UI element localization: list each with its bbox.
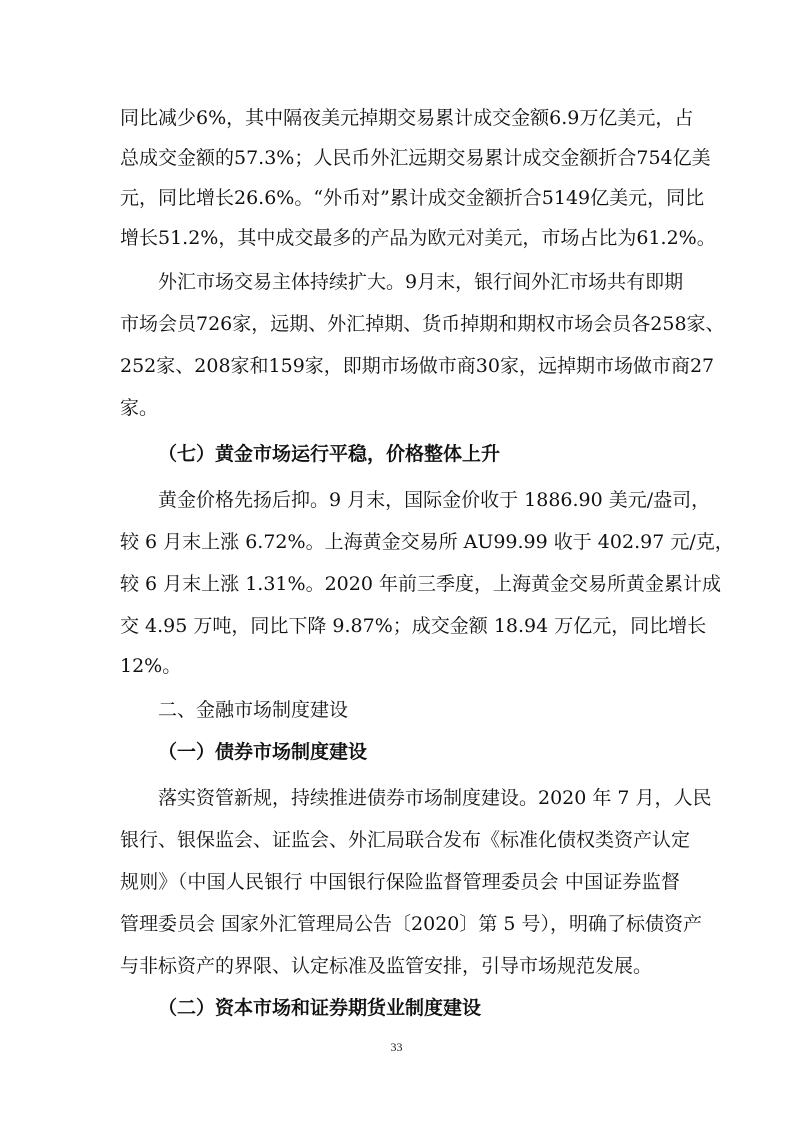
paragraph-line: 落实资管新规，持续推进债券市场制度建设。2020 年 7 月，人民	[158, 787, 712, 809]
paragraph-line: 与非标资产的界限、认定标准及监管安排，引导市场规范发展。	[120, 955, 653, 977]
page-number: 33	[390, 1040, 403, 1054]
paragraph-line: 同比减少6%，其中隔夜美元掉期交易累计成交金额6.9万亿美元，占	[120, 107, 694, 129]
paragraph-line: 外汇市场交易主体持续扩大。9月末，银行间外汇市场共有即期	[158, 271, 684, 293]
paragraph-line: 交 4.95 万吨，同比下降 9.87%；成交金额 18.94 万亿元，同比增长	[120, 615, 707, 637]
subsection-heading: （一）债券市场制度建设	[158, 741, 368, 763]
paragraph-line: 较 6 月末上涨 1.31%。2020 年前三季度，上海黄金交易所黄金累计成	[120, 573, 721, 595]
paragraph-line: 元，同比增长26.6%。“外币对”累计成交金额折合5149亿美元，同比	[120, 187, 705, 209]
paragraph-line: 黄金价格先扬后抑。9 月末，国际金价收于 1886.90 美元/盎司，	[158, 489, 711, 511]
paragraph-line: 银行、银保监会、证监会、外汇局联合发布《标准化债权类资产认定	[120, 829, 691, 851]
paragraph-line: 家。	[120, 397, 159, 419]
paragraph-line: 市场会员726家，远期、外汇掉期、货币掉期和期权市场会员各258家、	[120, 313, 725, 335]
paragraph-line: 管理委员会 国家外汇管理局公告〔2020〕第 5 号），明确了标债资产	[120, 913, 703, 935]
paragraph-line: 总成交金额的57.3%；人民币外汇远期交易累计成交金额折合754亿美	[120, 147, 711, 169]
subsection-heading: （七）黄金市场运行平稳，价格整体上升	[158, 443, 501, 465]
paragraph-line: 252家、208家和159家，即期市场做市商30家，远掉期市场做市商27	[120, 355, 715, 377]
paragraph-line: 较 6 月末上涨 6.72%。上海黄金交易所 AU99.99 收于 402.97 元/克，	[120, 531, 734, 553]
paragraph-line: 规则》（中国人民银行 中国银行保险监督管理委员会 中国证券监督	[120, 871, 680, 893]
paragraph-line: 12%。	[120, 655, 182, 677]
paragraph-line: 增长51.2%，其中成交最多的产品为欧元对美元，市场占比为61.2%。	[120, 227, 716, 249]
section-heading: 二、金融市场制度建设	[158, 699, 349, 721]
subsection-heading: （二）资本市场和证券期货业制度建设	[158, 997, 482, 1019]
